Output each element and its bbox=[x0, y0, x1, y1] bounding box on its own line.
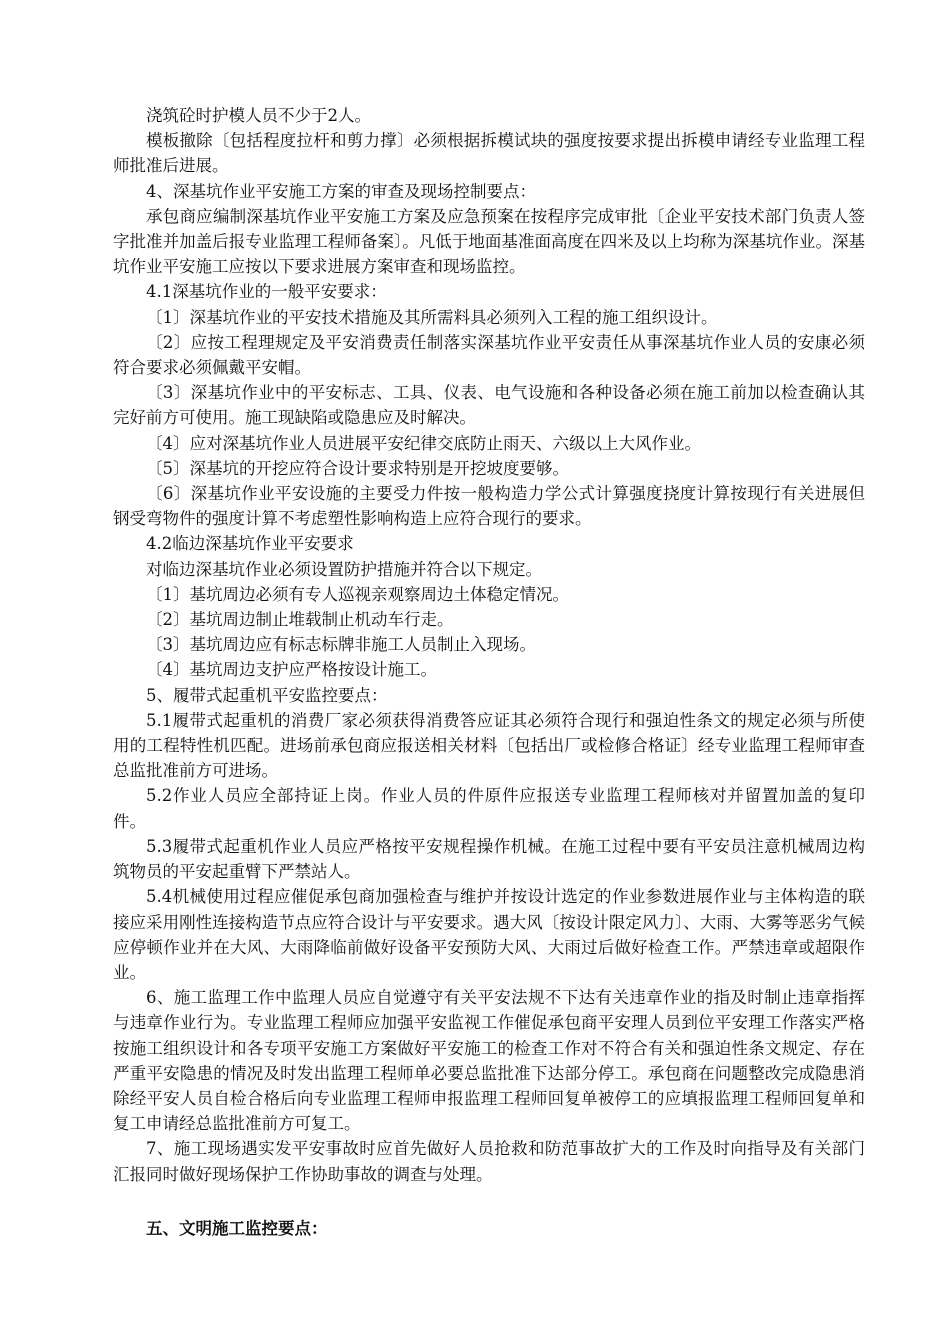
paragraph: 〔5〕深基坑的开挖应符合设计要求特别是开挖坡度要够。 bbox=[146, 458, 569, 478]
paragraph: 〔6〕深基坑作业平安设施的主要受力件按一般构造力学公式计算强度挠度计算按现行有关进展但钢受弯物件的强度计算不考虑塑性影响构造上应符合现行的要求。 bbox=[113, 484, 865, 529]
paragraph: 〔1〕深基坑作业的平安技术措施及其所需料具必须列入工程的施工组织设计。 bbox=[146, 307, 718, 327]
paragraph: 〔3〕基坑周边应有标志标牌非施工人员制止入现场。 bbox=[146, 635, 536, 655]
paragraph: 浇筑砼时护模人员不少于2人。 bbox=[146, 106, 371, 125]
blank-line bbox=[113, 1187, 865, 1212]
paragraph: 〔2〕应按工程理规定及平安消费责任制落实深基坑作业平安责任从事深基坑作业人员的安康必须符合要求必须佩戴平安帽。 bbox=[113, 332, 865, 378]
paragraph: 4、深基坑作业平安施工方案的审查及现场控制要点： bbox=[146, 181, 536, 201]
paragraph: 〔4〕应对深基坑作业人员进展平安纪律交底防止雨天、六级以上大风作业。 bbox=[146, 433, 701, 453]
paragraph: 〔2〕基坑周边制止堆载制止机动车行走。 bbox=[146, 610, 454, 630]
paragraph: 5.3履带式起重机作业人员应严格按平安规程操作机械。在施工过程中要有平安员注意机械周边构筑物员的平安起重臂下严禁站人。 bbox=[113, 836, 865, 882]
section-heading: 五、文明施工监控要点： bbox=[146, 1218, 328, 1238]
paragraph: 5.1履带式起重机的消费厂家必须获得消费答应证其必须符合现行和强迫性条文的规定必须与所使用的工程特性机匹配。进场前承包商应报送相关材料〔包括出厂或检修合格证〕经专业监理工程师审查总监批准前方可进场。 bbox=[113, 710, 865, 781]
paragraph: 6、施工监理工作中监理人员应自觉遵守有关平安法规不下达有关违章作业的指及时制止违章指挥与违章作业行为。专业监理工程师应加强平安监视工作催促承包商平安理人员到位平安理工作落实严格按施工组织设计和各专项平安施工方案做好平安施工的检查工作对不符合有关和强迫性条文规定、存在严重平安隐患的情况及时发出监理工程师单必要总监批准下达部分停工。承包商在问题整改完成隐患消除经平安人员自检合格后向专业监理工程师申报监理工程师回复单被停工的应填报监理工程师回复单和复工申请经总监批准前方可复工。 bbox=[113, 988, 865, 1134]
paragraph: 〔3〕深基坑作业中的平安标志、工具、仪表、电气设施和各种设备必须在施工前加以检查确认其完好前方可使用。施工现缺陷或隐患应及时解决。 bbox=[113, 383, 865, 428]
paragraph: 〔4〕基坑周边支护应严格按设计施工。 bbox=[146, 660, 437, 680]
paragraph: 模板撤除〔包括程度拉杆和剪力撑〕必须根据拆模试块的强度按要求提出拆模申请经专业监理工程师批准后进展。 bbox=[113, 131, 865, 176]
paragraph: 7、施工现场遇实发平安事故时应首先做好人员抢救和防范事故扩大的工作及时向指导及有关部门汇报同时做好现场保护工作协助事故的调查与处理。 bbox=[113, 1139, 865, 1184]
document-body bbox=[113, 103, 865, 1241]
paragraph: 对临边深基坑作业必须设置防护措施并符合以下规定。 bbox=[146, 559, 542, 579]
paragraph: 〔1〕基坑周边必须有专人巡视亲观察周边土体稳定情况。 bbox=[146, 584, 569, 604]
paragraph: 4.1深基坑作业的一般平安要求： bbox=[146, 282, 387, 302]
paragraph: 4.2临边深基坑作业平安要求 bbox=[146, 534, 354, 554]
paragraph: 5.4机械使用过程应催促承包商加强检查与维护并按设计选定的作业参数进展作业与主体构造的联接应采用刚性连接构造节点应符合设计与平安要求。遇大风〔按设计限定风力〕、大雨、大雾等恶劣气候应停顿作业并在大风、大雨降临前做好设备平安预防大风、大雨过后做好检查工作。严禁违章或超限作业。 bbox=[113, 887, 865, 982]
paragraph: 承包商应编制深基坑作业平安施工方案及应急预案在按程序完成审批〔企业平安技术部门负责人签字批准并加盖后报专业监理工程师备案〕。凡低于地面基准面高度在四米及以上均称为深基坑作业。深基坑作业平安施工应按以下要求进展方案审查和现场监控。 bbox=[113, 206, 865, 277]
paragraph: 5.2作业人员应全部持证上岗。作业人员的件原件应报送专业监理工程师核对并留置加盖的复印件。 bbox=[113, 786, 865, 831]
paragraph: 5、履带式起重机平安监控要点： bbox=[146, 685, 388, 705]
